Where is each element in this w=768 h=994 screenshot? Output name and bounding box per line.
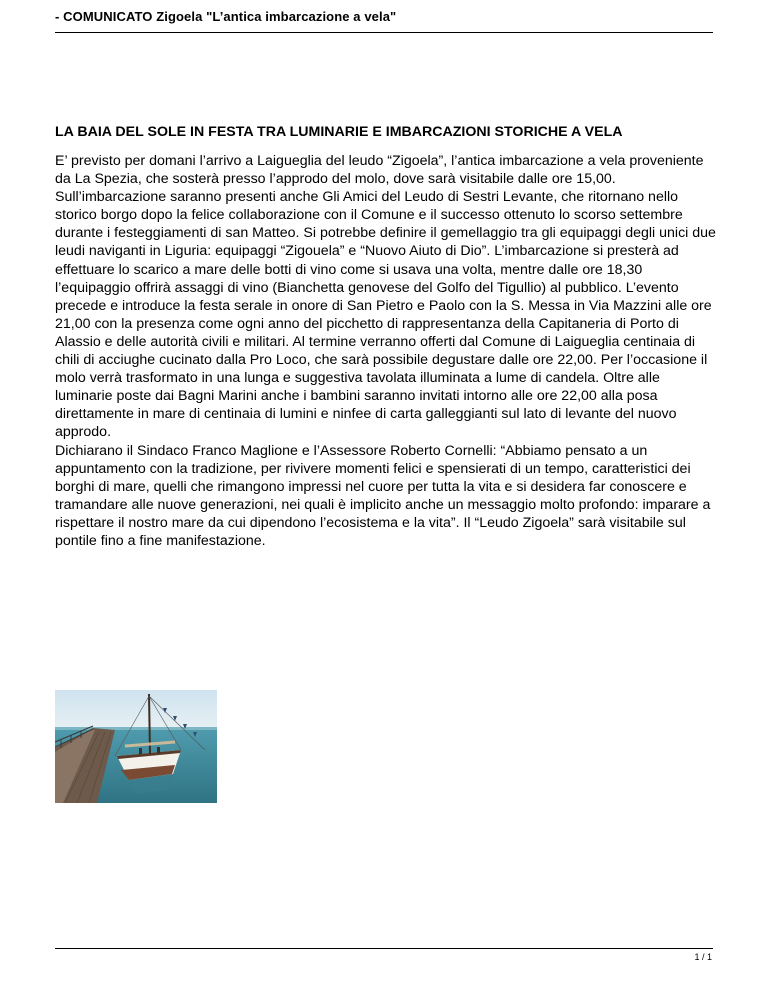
article-body xyxy=(55,152,717,550)
article-paragraph: E’ previsto per domani l’arrivo a Laigueglia del leudo “Zigoela”, l’antica imbarcazione a vela proveniente da La Spezia, che sosterà presso l’approdo del molo, dove sarà visitabile dalle ore 15,00. Sull’imbarcazione saranno presenti anche Gli Amici del Leudo di Sestri Levante, che ritornano nello storico borgo dopo la felice collaborazione con il Comune e il successo ottenuto lo scorso settembre durante i festeggiamenti di san Matteo. Si potrebbe definire il gemellaggio tra gli equipaggi degli unici due leudi naviganti in Liguria: equipaggi “Zigouela” e “Nuovo Aiuto di Dio”. L’imbarcazione si presterà ad effettuare lo scarico a mare delle botti di vino come si usava una volta, mentre dalle ore 18,30 l’equipaggio offrirà assaggi di vino (Bianchetta genovese del Golfo del Tigullio) al pubblico. L’evento precede e introduce la festa serale in onore di San Pietro e Paolo con la S. Messa in Via Mazzini alle ore 21,00 con la presenza come ogni anno del picchetto di rappresentanza della Capitaneria di Porto di Alassio e delle autorità civili e militari. Al termine verranno offerti dal Comune di Laigueglia centinaia di chili di acciughe cucinato dalla Pro Loco, che sarà possibile degustare dalle ore 22,00. Per l’occasione il molo verrà trasformato in una lunga e suggestiva tavolata illuminata a lume di candela. Oltre alle luminarie poste dai Bagni Marini anche i bambini saranno invitati intorno alle ore 22,00 alla posa direttamente in mare di centinaia di lumini e ninfee di carta galleggianti sul lato di levante del nuovo approdo. xyxy=(55,153,716,441)
footer-divider xyxy=(55,948,713,949)
page-number: 1 / 1 xyxy=(694,952,712,962)
boat-photo xyxy=(55,690,217,803)
article-paragraph: Dichiarano il Sindaco Franco Maglione e l’Assessore Roberto Cornelli: “Abbiamo pensato a un appuntamento con la tradizione, per rivivere momenti felici e spensierati di un tempo, caratteristici dei borghi di mare, quelli che rimangono impressi nel cuore per tutta la vita e si desidera far conoscere e tramandare alle nuove generazioni, nei quali è implicito anche un messaggio molto profondo: imparare a rispettare il nostro mare da cui dipendono l’ecosistema e la vita”. Il “Leudo Zigoela” sarà visitabile sul pontile fino a fine manifestazione. xyxy=(55,442,711,549)
document-header-title: - COMUNICATO Zigoela "L’antica imbarcazione a vela" xyxy=(55,9,397,24)
header-divider xyxy=(55,32,713,33)
article-headline: LA BAIA DEL SOLE IN FESTA TRA LUMINARIE E IMBARCAZIONI STORICHE A VELA xyxy=(55,124,623,140)
